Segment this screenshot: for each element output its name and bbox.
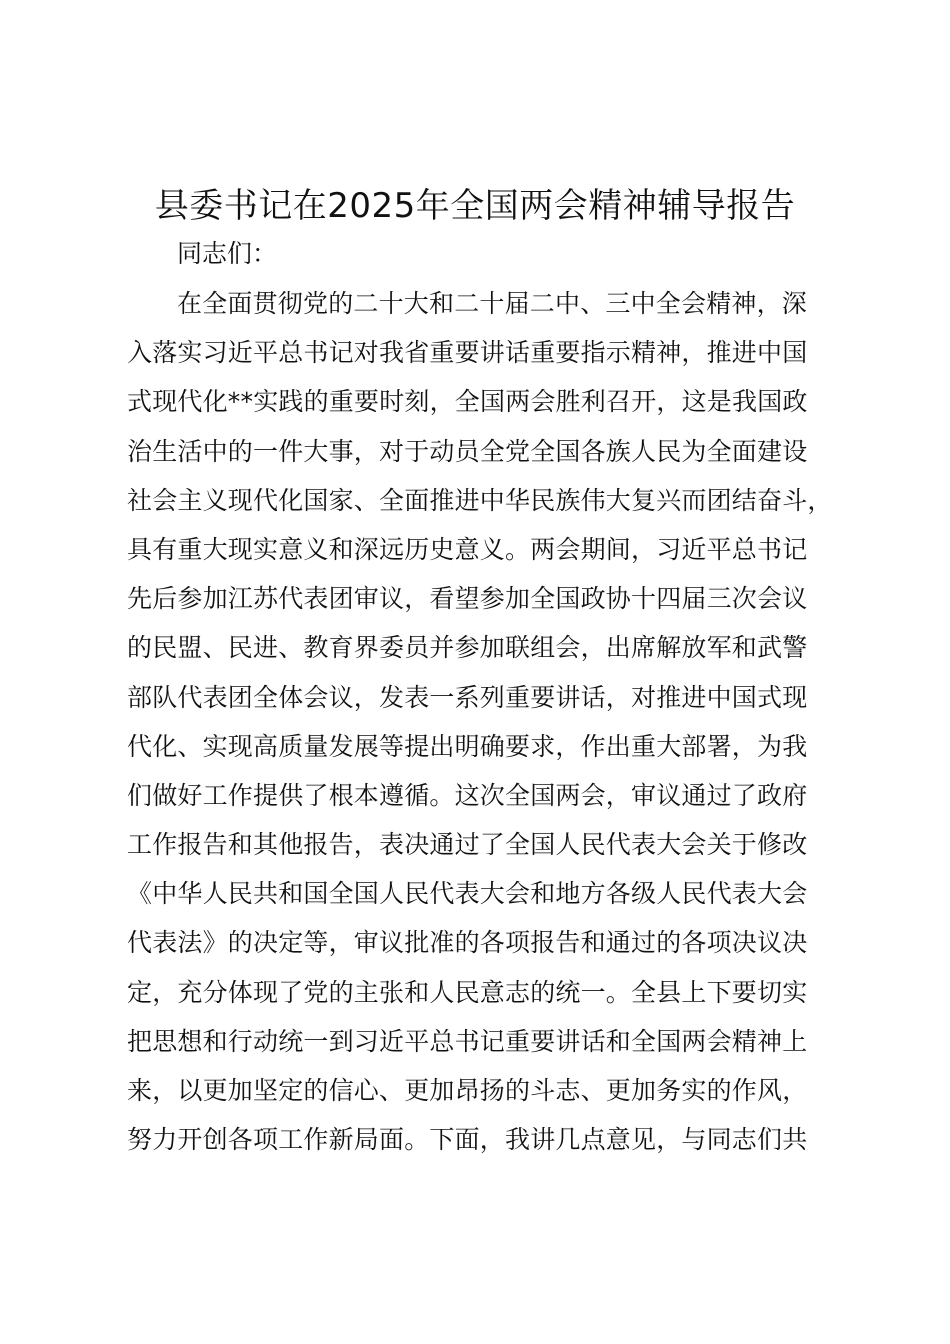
body-line: 具有重大现实意义和深远历史意义。两会期间，习近平总书记 xyxy=(127,534,808,564)
body-line: 先后参加江苏代表团审议，看望参加全国政协十四届三次会议 xyxy=(127,584,808,614)
salutation: 同志们： xyxy=(177,239,278,268)
document-title: 县委书记在2025年全国两会精神辅导报告 xyxy=(154,186,796,226)
body-line: 代表法》的决定等，审议批准的各项报告和通过的各项决议决 xyxy=(127,928,808,958)
body-line: 把思想和行动统一到习近平总书记重要讲话和全国两会精神上 xyxy=(127,1026,808,1056)
body-line: 工作报告和其他报告，表决通过了全国人民代表大会关于修改 xyxy=(127,830,808,860)
body-line: 式现代化**实践的重要时刻，全国两会胜利召开，这是我国政 xyxy=(127,387,808,417)
body-line: 的民盟、民进、教育界委员并参加联组会，出席解放军和武警 xyxy=(127,633,808,663)
body-line: 入落实习近平总书记对我省重要讲话重要指示精神，推进中国 xyxy=(127,338,808,368)
body-line: 定，充分体现了党的主张和人民意志的统一。全县上下要切实 xyxy=(127,977,808,1007)
body-line: 努力开创各项工作新局面。下面，我讲几点意见，与同志们共 xyxy=(127,1125,808,1155)
body-line: 社会主义现代化国家、全面推进中华民族伟大复兴而团结奋斗， xyxy=(127,485,833,515)
body-line: 部队代表团全体会议，发表一系列重要讲话，对推进中国式现 xyxy=(127,682,808,712)
body-line: 代化、实现高质量发展等提出明确要求，作出重大部署，为我 xyxy=(127,731,808,761)
body-line: 治生活中的一件大事，对于动员全党全国各族人民为全面建设 xyxy=(127,436,808,466)
body-line: 在全面贯彻党的二十大和二十届二中、三中全会精神，深 xyxy=(177,289,808,318)
body-paragraph xyxy=(127,286,867,1171)
body-line: 来，以更加坚定的信心、更加昂扬的斗志、更加务实的作风， xyxy=(127,1076,808,1105)
body-line: 《中华人民共和国全国人民代表大会和地方各级人民代表大会 xyxy=(127,879,808,909)
body-line: 们做好工作提供了根本遵循。这次全国两会，审议通过了政府 xyxy=(127,780,808,810)
